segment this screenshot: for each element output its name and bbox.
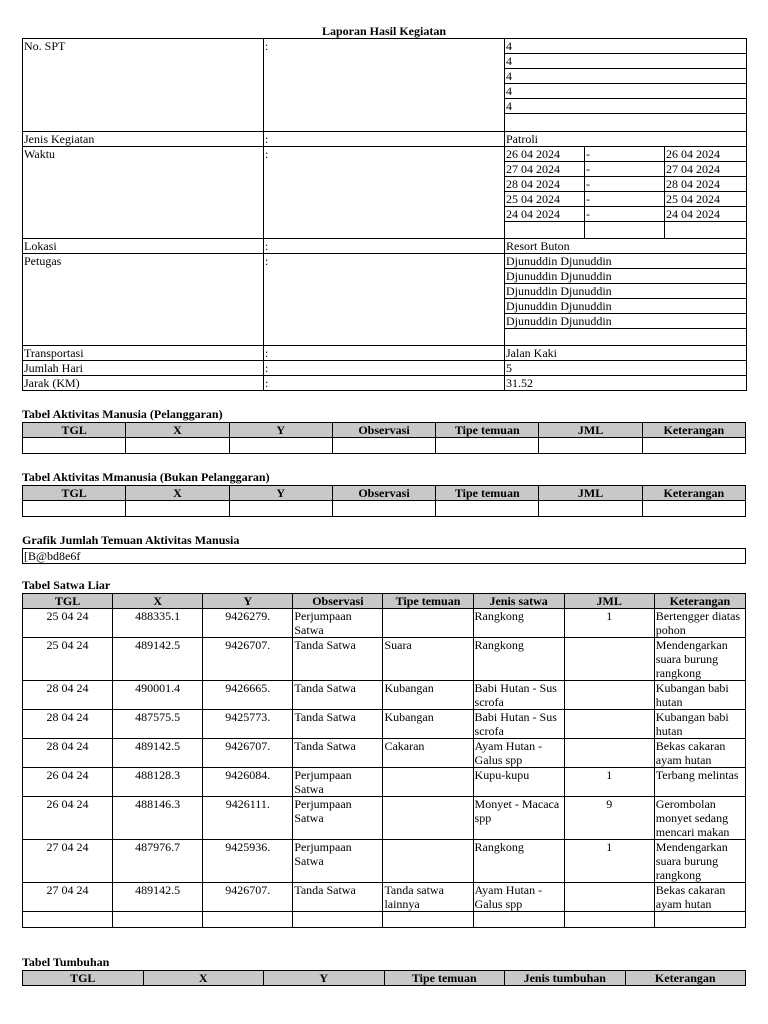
cell-tgl: 27 04 24 [23,840,113,883]
petugas-value: Djunuddin Djunuddin [505,284,747,299]
label-no-spt: No. SPT [23,39,264,132]
header-info-table [22,38,747,391]
cell-y: 9426279. [203,609,293,638]
cell-tipe-temuan: Kubangan [383,681,473,710]
waktu-empty [505,222,585,239]
cell-keterangan: Mendengarkan suara burung rangkong [654,638,745,681]
cell-keterangan: Kubangan babi hutan [654,710,745,739]
cell-x: 488146.3 [113,797,203,840]
cell-jenis-satwa: Monyet - Macaca spp [473,797,564,840]
cell-tipe-temuan [383,797,473,840]
cell-jml: 1 [564,768,654,797]
col-header: TGL [23,594,113,609]
col-header: Observasi [332,486,435,501]
cell-x: 490001.4 [113,681,203,710]
empty-cell [126,438,229,454]
table-row [23,840,746,883]
waktu-end: 28 04 2024 [665,177,747,192]
cell-tgl: 25 04 24 [23,638,113,681]
cell-observasi: Tanda Satwa [293,638,383,681]
cell-y: 9426084. [203,768,293,797]
cell-keterangan: Gerombolan monyet sedang mencari makan [654,797,745,840]
cell-tgl: 26 04 24 [23,768,113,797]
colon: : [264,132,505,147]
cell-tgl: 25 04 24 [23,609,113,638]
petugas-value: Djunuddin Djunuddin [505,269,747,284]
empty-cell [436,501,539,517]
page-title: Laporan Hasil Kegiatan [321,24,446,38]
col-header: Tipe temuan [436,486,539,501]
col-header: Keterangan [654,594,745,609]
col-header: JML [539,486,642,501]
spt-value: 4 [505,39,747,54]
label-petugas: Petugas [23,254,264,346]
col-header: JML [539,423,642,438]
col-header: Y [229,423,332,438]
cell-jenis-satwa: Rangkong [473,840,564,883]
waktu-start: 27 04 2024 [505,162,585,177]
cell-y: 9426111. [203,797,293,840]
col-header: JML [564,594,654,609]
cell-observasi: Perjumpaan Satwa [293,840,383,883]
col-header: TGL [23,423,126,438]
waktu-end: 25 04 2024 [665,192,747,207]
colon: : [264,39,505,132]
table-row [23,681,746,710]
cell-tipe-temuan: Suara [383,638,473,681]
col-header: TGL [23,486,126,501]
waktu-end: 24 04 2024 [665,207,747,222]
waktu-start: 28 04 2024 [505,177,585,192]
cell-x: 489142.5 [113,638,203,681]
table-row [23,768,746,797]
section-title-grafik: Grafik Jumlah Temuan Aktivitas Manusia [22,533,240,547]
empty-cell [473,912,564,928]
waktu-start: 25 04 2024 [505,192,585,207]
col-header: Tipe temuan [384,971,505,986]
table-pelanggaran [22,422,746,454]
col-header: Tipe temuan [436,423,539,438]
empty-cell [113,912,203,928]
cell-jenis-satwa: Babi Hutan - Sus scrofa [473,710,564,739]
empty-cell [642,501,745,517]
cell-keterangan: Bekas cakaran ayam hutan [654,739,745,768]
waktu-dash: - [585,192,665,207]
label-jumlah-hari: Jumlah Hari [23,361,264,376]
cell-observasi: Tanda Satwa [293,681,383,710]
cell-jenis-satwa: Rangkong [473,638,564,681]
empty-cell [229,438,332,454]
colon: : [264,147,505,239]
col-header: Observasi [332,423,435,438]
table-row-empty [23,912,746,928]
empty-cell [23,438,126,454]
jarak-value: 31.52 [505,376,747,391]
cell-jml: 9 [564,797,654,840]
cell-tipe-temuan: Cakaran [383,739,473,768]
waktu-empty [585,222,665,239]
cell-observasi: Perjumpaan Satwa [293,797,383,840]
cell-jml [564,638,654,681]
col-header: Jenis tumbuhan [505,971,626,986]
section-title-tumbuhan: Tabel Tumbuhan [22,955,110,969]
colon: : [264,239,505,254]
cell-observasi: Perjumpaan Satwa [293,768,383,797]
grafik-value: [B@bd8e6f [23,549,746,564]
empty-cell [539,501,642,517]
waktu-dash: - [585,147,665,162]
col-header: Y [264,971,385,986]
empty-cell [23,501,126,517]
label-transportasi: Transportasi [23,346,264,361]
cell-observasi: Tanda Satwa [293,710,383,739]
table-row [23,739,746,768]
spt-value: 4 [505,69,747,84]
petugas-empty [505,329,747,346]
section-title-pelanggaran: Tabel Aktivitas Manusia (Pelanggaran) [22,407,223,421]
cell-tgl: 28 04 24 [23,681,113,710]
empty-cell [654,912,745,928]
cell-tgl: 27 04 24 [23,883,113,912]
waktu-start: 24 04 2024 [505,207,585,222]
cell-jml [564,883,654,912]
cell-y: 9426707. [203,883,293,912]
cell-y: 9426665. [203,681,293,710]
empty-cell [23,912,113,928]
cell-tipe-temuan [383,840,473,883]
table-row [23,638,746,681]
petugas-value: Djunuddin Djunuddin [505,299,747,314]
spt-value: 4 [505,54,747,69]
cell-y: 9425773. [203,710,293,739]
empty-cell [539,438,642,454]
col-header: Observasi [293,594,383,609]
cell-tgl: 26 04 24 [23,797,113,840]
cell-observasi: Tanda Satwa [293,739,383,768]
empty-cell [564,912,654,928]
spt-value: 4 [505,99,747,114]
waktu-end: 26 04 2024 [665,147,747,162]
col-header: X [143,971,264,986]
cell-keterangan: Bertengger diatas pohon [654,609,745,638]
col-header: X [126,423,229,438]
cell-jenis-satwa: Kupu-kupu [473,768,564,797]
petugas-value: Djunuddin Djunuddin [505,314,747,329]
cell-keterangan: Kubangan babi hutan [654,681,745,710]
empty-cell [383,912,473,928]
table-row [23,797,746,840]
table-row [23,609,746,638]
jenis-kegiatan-value: Patroli [505,132,747,147]
cell-jenis-satwa: Ayam Hutan - Galus spp [473,739,564,768]
empty-cell [642,438,745,454]
label-jenis-kegiatan: Jenis Kegiatan [23,132,264,147]
lokasi-value: Resort Buton [505,239,747,254]
waktu-dash: - [585,177,665,192]
label-jarak: Jarak (KM) [23,376,264,391]
cell-x: 487976.7 [113,840,203,883]
petugas-value: Djunuddin Djunuddin [505,254,747,269]
waktu-start: 26 04 2024 [505,147,585,162]
colon: : [264,376,505,391]
col-header: Jenis satwa [473,594,564,609]
empty-cell [436,438,539,454]
waktu-end: 27 04 2024 [665,162,747,177]
spt-empty [505,114,747,132]
cell-tipe-temuan [383,768,473,797]
col-header: Keterangan [642,423,745,438]
section-title-bukan-pelanggaran: Tabel Aktivitas Mmanusia (Bukan Pelanggaran) [22,470,270,484]
cell-jml: 1 [564,609,654,638]
table-bukan-pelanggaran [22,485,746,517]
empty-cell [203,912,293,928]
col-header: TGL [23,971,144,986]
empty-cell [229,501,332,517]
cell-x: 488335.1 [113,609,203,638]
col-header: X [113,594,203,609]
cell-y: 9425936. [203,840,293,883]
cell-y: 9426707. [203,739,293,768]
jumlah-hari-value: 5 [505,361,747,376]
grafik-box [22,548,746,564]
table-row [23,883,746,912]
col-header: Y [203,594,293,609]
cell-jenis-satwa: Babi Hutan - Sus scrofa [473,681,564,710]
cell-observasi: Tanda Satwa [293,883,383,912]
cell-jml [564,681,654,710]
table-satwa-liar [22,593,746,928]
cell-keterangan: Mendengarkan suara burung rangkong [654,840,745,883]
cell-x: 488128.3 [113,768,203,797]
table-tumbuhan [22,970,746,986]
cell-x: 489142.5 [113,739,203,768]
waktu-empty [665,222,747,239]
label-waktu: Waktu [23,147,264,239]
cell-jml: 1 [564,840,654,883]
cell-jenis-satwa: Rangkong [473,609,564,638]
cell-keterangan: Terbang melintas [654,768,745,797]
cell-jml [564,710,654,739]
cell-x: 487575.5 [113,710,203,739]
cell-jenis-satwa: Ayam Hutan - Galus spp [473,883,564,912]
col-header: X [126,486,229,501]
label-lokasi: Lokasi [23,239,264,254]
cell-tipe-temuan [383,609,473,638]
colon: : [264,346,505,361]
empty-cell [126,501,229,517]
col-header: Keterangan [642,486,745,501]
cell-y: 9426707. [203,638,293,681]
cell-tipe-temuan: Kubangan [383,710,473,739]
cell-tgl: 28 04 24 [23,739,113,768]
section-title-satwa: Tabel Satwa Liar [22,578,111,592]
table-row [23,710,746,739]
cell-jml [564,739,654,768]
cell-tgl: 28 04 24 [23,710,113,739]
col-header: Tipe temuan [383,594,473,609]
col-header: Keterangan [625,971,746,986]
col-header: Y [229,486,332,501]
transportasi-value: Jalan Kaki [505,346,747,361]
spt-value: 4 [505,84,747,99]
cell-x: 489142.5 [113,883,203,912]
colon: : [264,254,505,346]
waktu-dash: - [585,207,665,222]
cell-observasi: Perjumpaan Satwa [293,609,383,638]
colon: : [264,361,505,376]
empty-cell [293,912,383,928]
cell-tipe-temuan: Tanda satwa lainnya [383,883,473,912]
cell-keterangan: Bekas cakaran ayam hutan [654,883,745,912]
empty-cell [332,438,435,454]
empty-cell [332,501,435,517]
waktu-dash: - [585,162,665,177]
